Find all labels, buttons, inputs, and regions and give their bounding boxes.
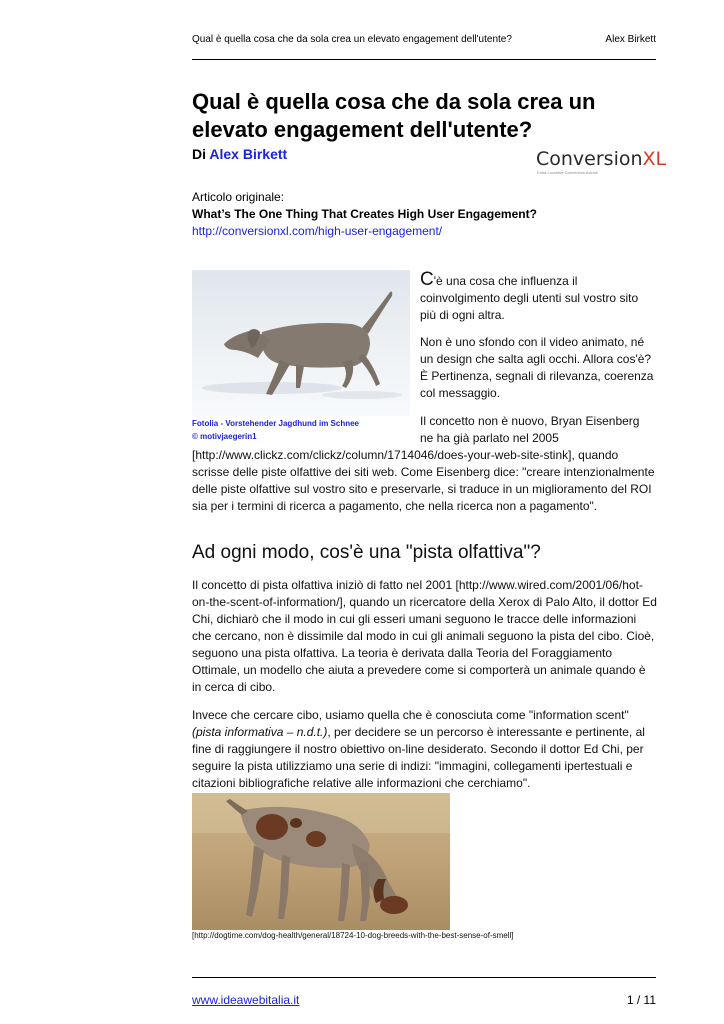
p5-italic-note: (pista informativa – n.d.t.)	[192, 725, 328, 739]
byline-prefix: Di	[192, 146, 206, 162]
section-heading: Ad ogni modo, cos'è una "pista olfattiva"?	[192, 542, 541, 563]
paragraph-not-video: Non è uno sfondo con il video animato, né un design che salta agli occhi. Allora cos'è? È Pertinenza, segnali di rilevanza, coerenza col messaggio.	[420, 335, 654, 400]
paragraph-intro-text: 'è una cosa che influenza il coinvolgimento degli utenti sul vostro sito più di ogni altra.	[420, 274, 639, 322]
original-url-link[interactable]: http://conversionxl.com/high-user-engagement/	[192, 224, 443, 238]
header-title: Qual è quella cosa che da sola crea un elevato engagement dell'utente?	[192, 34, 512, 45]
page-number: 1 / 11	[626, 993, 656, 1007]
byline	[192, 146, 287, 162]
p5-text-b: , per decidere se un percorso è interessante e pertinente, al fine di raggiungere il nostro obiettivo on-line desiderato. Secondo il dottor Ed Chi, per seguire la pista utilizziamo una serie di indizi: "immagini, collegamenti ipertestuali e citazioni bibliografiche relative alle informazioni che cerchiamo".	[192, 725, 645, 790]
paragraph-information-scent	[192, 707, 658, 792]
dog-sniffing-photo	[192, 793, 450, 930]
logo-xl: XL	[642, 148, 667, 170]
drop-cap: C	[420, 269, 434, 290]
photo1-caption	[192, 417, 412, 443]
header-divider	[192, 59, 656, 60]
paragraph-concept-start: Il concetto non è nuovo, Bryan Eisenberg ne ha già parlato nel 2005	[420, 414, 640, 445]
footer-divider	[192, 977, 656, 978]
original-title: What’s The One Thing That Creates High User Engagement?	[192, 207, 537, 221]
article-title: Qual è quella cosa che da sola crea un elevato engagement dell'utente?	[192, 89, 596, 142]
running-header	[192, 34, 656, 48]
author-link[interactable]: Alex Birkett	[209, 146, 288, 162]
original-label: Articolo originale:	[192, 190, 285, 204]
p5-text-a: Invece che cercare cibo, usiamo quella che è conosciuta come "information scent"	[192, 708, 629, 722]
conversionxl-logo	[536, 148, 667, 176]
paragraph-intro	[420, 269, 656, 324]
logo-word: Conversion	[536, 148, 643, 170]
photo2-caption: [http://dogtime.com/dog-health/general/18724-10-dog-breeds-with-the-best-sense-of-smell]	[192, 931, 514, 940]
footer-site-link[interactable]: www.ideawebitalia.it	[192, 993, 300, 1007]
header-author: Alex Birkett	[605, 34, 656, 45]
photo1-caption-source: Fotolia - Vorstehender Jagdhund im Schnee	[192, 419, 359, 428]
dog-in-snow-photo	[192, 270, 410, 416]
paragraph-concept-continued: [http://www.clickz.com/clickz/column/1714046/does-your-web-site-stink], quando scrisse delle piste olfattive dei siti web. Come Eisenberg dice: "creare intenzionalmente delle piste olfattive sul vostro sito e preservarle, si traduce in un miglioramento del ROI sia per i termini di ricerca a pagamento, che nella ricerca non a pagamento".	[192, 448, 655, 513]
photo1-caption-credit: © motivjaegerin1	[192, 432, 257, 441]
paragraph-history: Il concetto di pista olfattiva iniziò di fatto nel 2001 [http://www.wired.com/2001/06/hot-on-the-scent-of-information/], quando un ricercatore della Xerox di Palo Alto, il dottor Ed Chi, dichiarò che il modo in cui gli esseri umani seguono le tracce delle informazioni che cercano, non è dissimile dal modo in cui gli animali seguono la pista del cibo. Cioè, seguono una pista olfattiva. La teoria è derivata dalla Teoria del Foraggiamento Ottimale, un modello che aiuta a prevedere come si comporterà un animale quando è in cerca di cibo.	[192, 578, 657, 694]
logo-tagline: Extra Lucrative Conversion Advice	[537, 170, 598, 175]
